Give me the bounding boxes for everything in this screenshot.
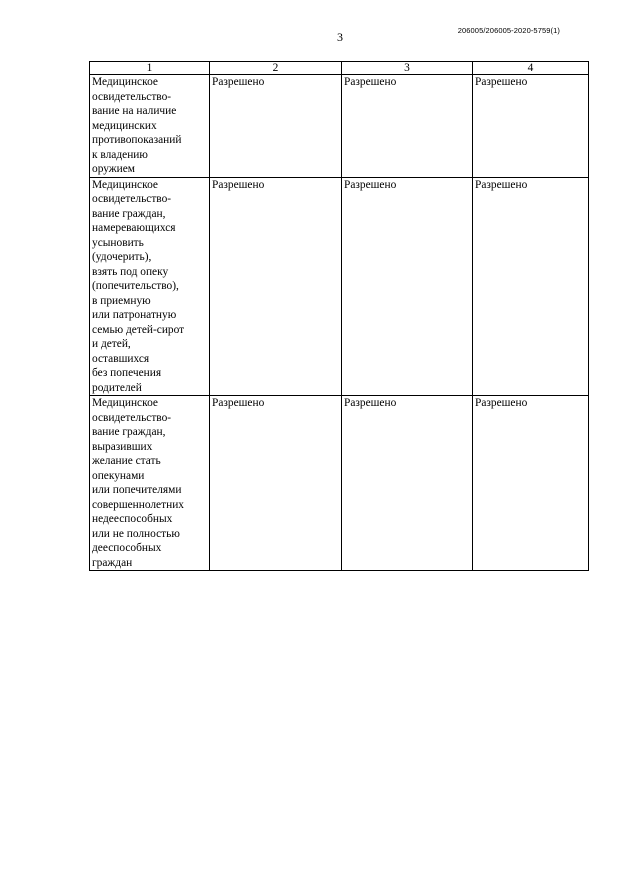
row-description: Медицинское освидетельство- вание граждан, выразивших желание стать опекунами или попечителями совершеннолетних недееспособных или не полностью дееспособных граждан [90, 396, 210, 571]
table-row [90, 177, 589, 396]
table-row [90, 396, 589, 571]
row-value-col2: Разрешено [210, 177, 342, 396]
column-header-3: 3 [342, 62, 473, 75]
row-value-col2: Разрешено [210, 75, 342, 178]
document-code: 206005/206005-2020-5759(1) [457, 26, 560, 35]
row-description: Медицинское освидетельство- вание на наличие медицинских противопоказаний к владению оружием [90, 75, 210, 178]
page-number: 3 [337, 30, 343, 44]
main-table [89, 61, 589, 571]
column-header-4: 4 [473, 62, 589, 75]
row-value-col2: Разрешено [210, 396, 342, 571]
row-value-col4: Разрешено [473, 396, 589, 571]
column-header-1: 1 [90, 62, 210, 75]
table-header-row [90, 62, 589, 75]
row-value-col4: Разрешено [473, 75, 589, 178]
row-value-col3: Разрешено [342, 75, 473, 178]
row-value-col4: Разрешено [473, 177, 589, 396]
row-value-col3: Разрешено [342, 177, 473, 396]
row-value-col3: Разрешено [342, 396, 473, 571]
column-header-2: 2 [210, 62, 342, 75]
table-row [90, 75, 589, 178]
row-description: Медицинское освидетельство- вание граждан, намеревающихся усыновить (удочерить), взять под опеку (попечительство), в приемную или патронатную семью детей-сирот и детей, оставшихся без попечения родителей [90, 177, 210, 396]
